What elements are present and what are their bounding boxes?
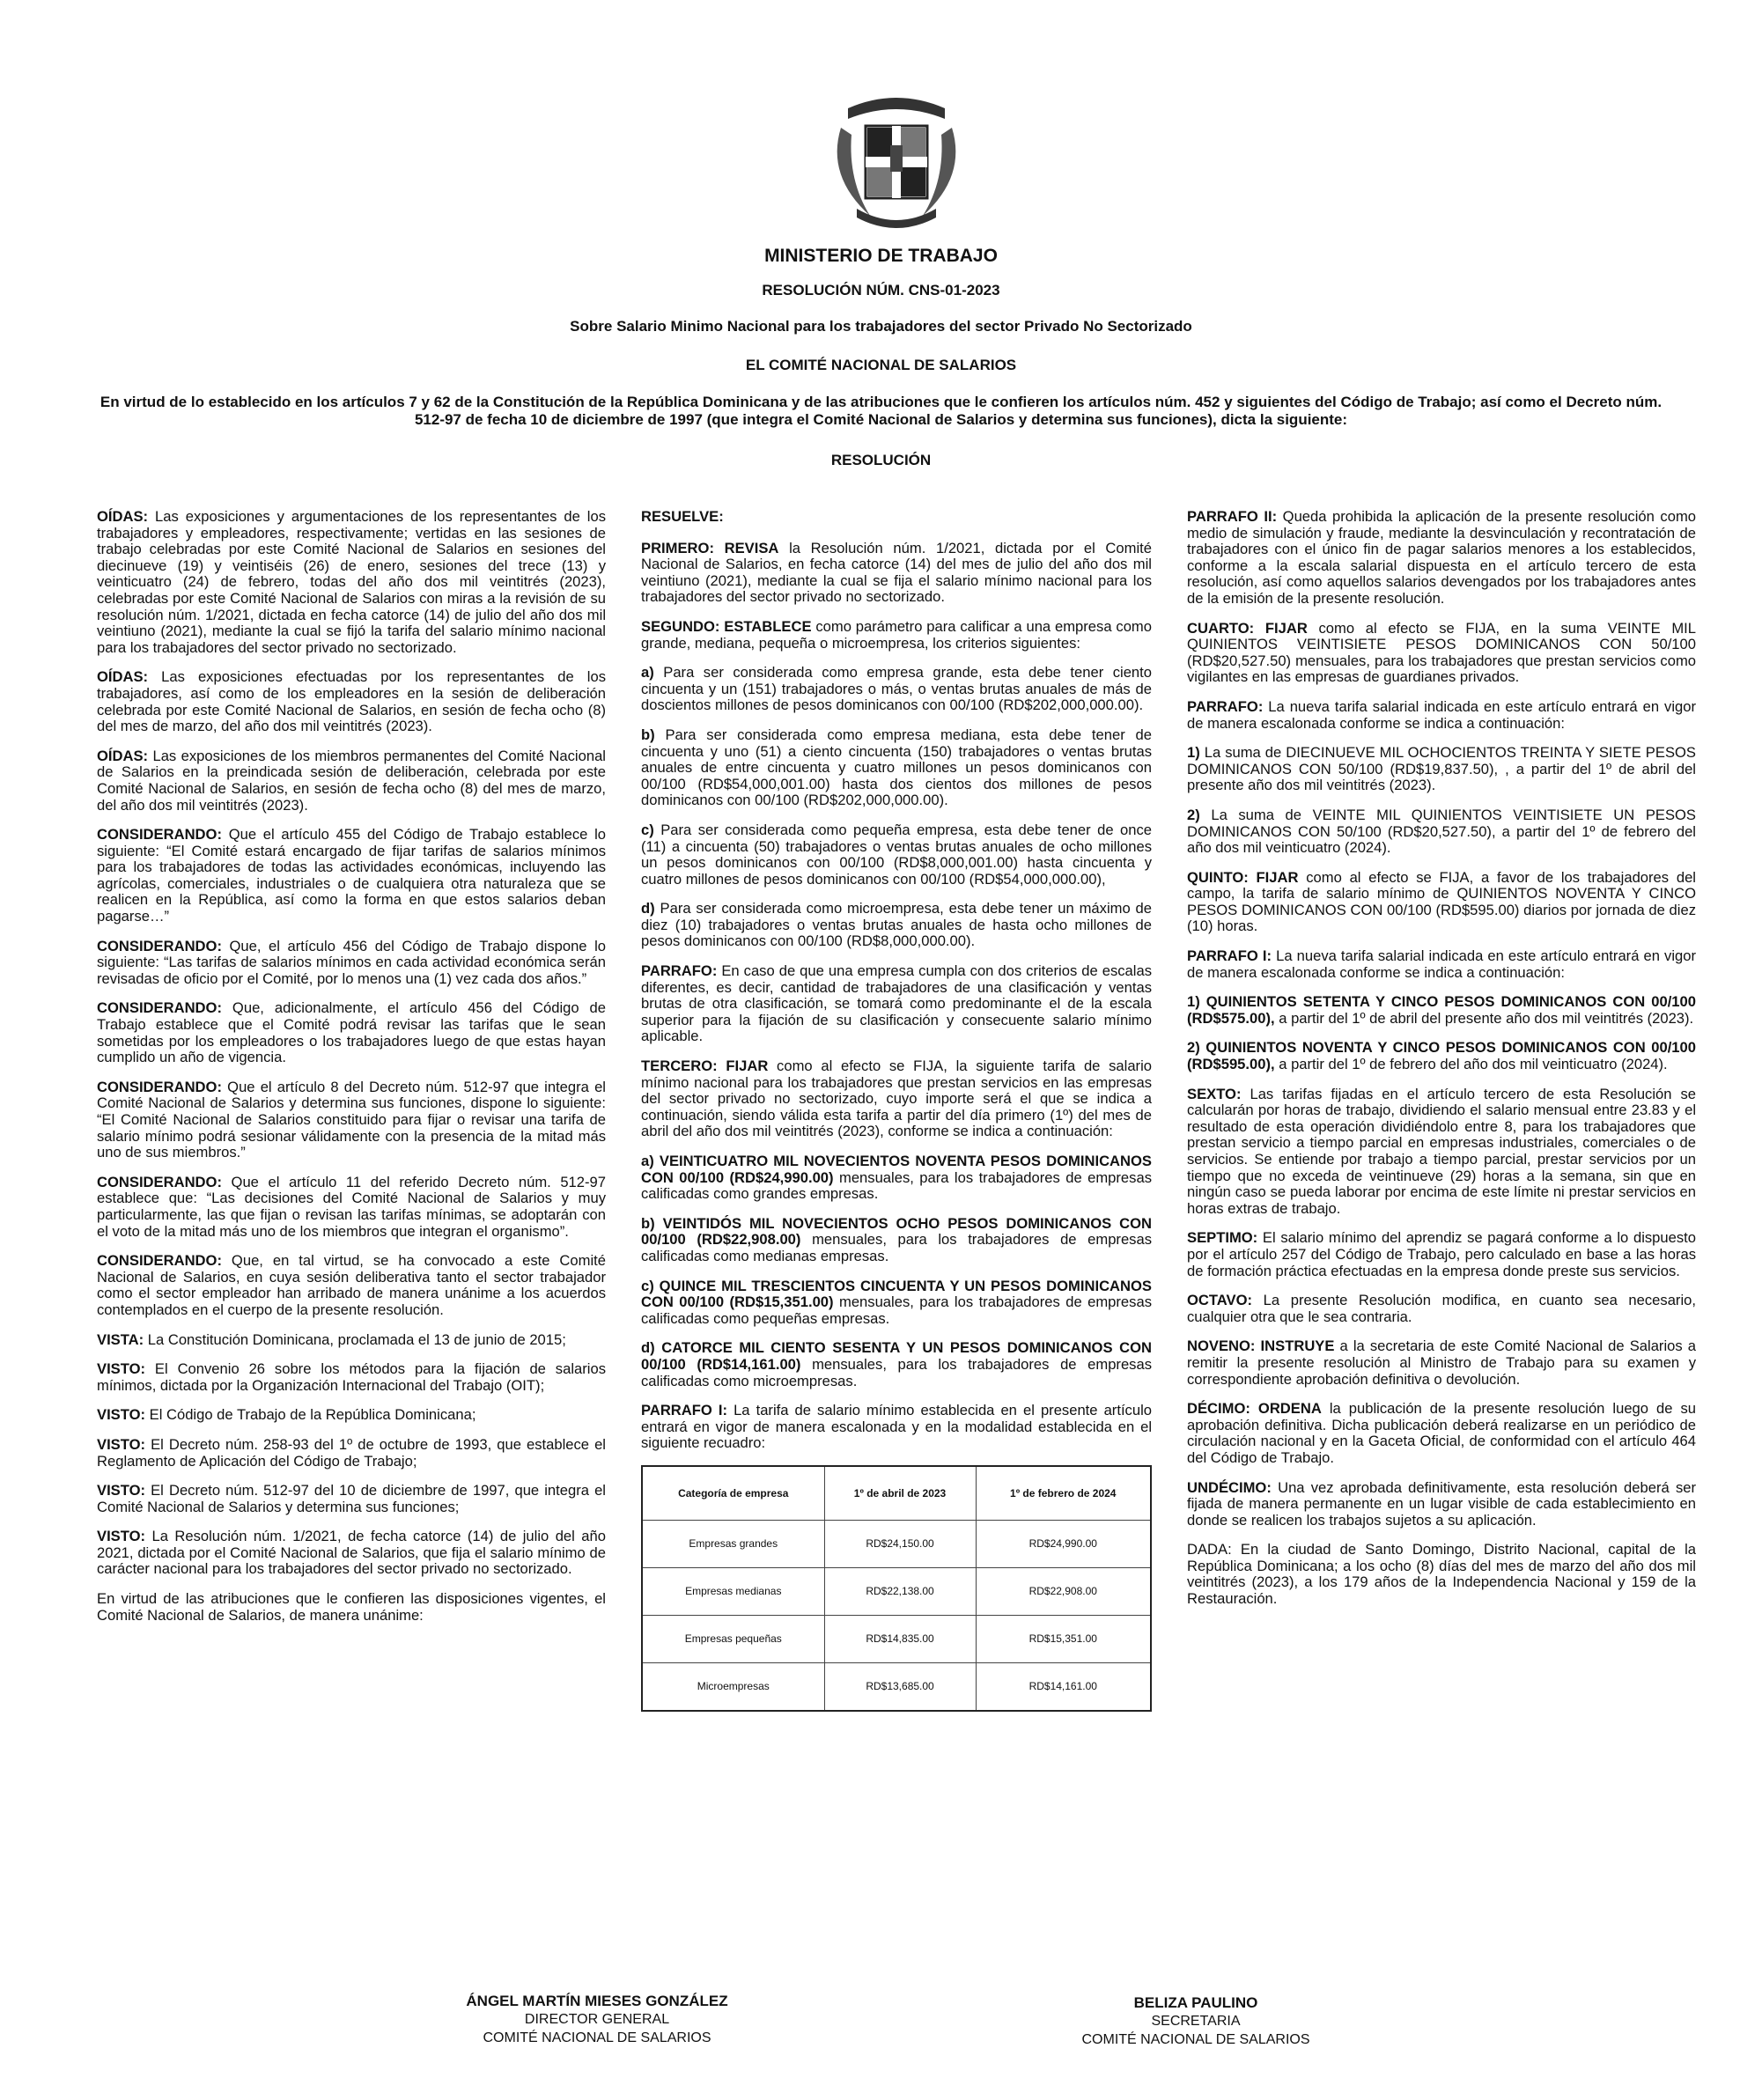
paragraph-text: como al efecto se FIJA, en la suma VEINTE MIL QUINIENTOS VEINTISIETE PESOS DOMINICANOS CON 50/100 (RD$20,527.50) mensuales, para los trabajadores que prestan servicios como vigilantes en las empresas de guardianes privados. bbox=[1187, 619, 1697, 686]
preamble: En virtud de lo establecido en los artículos 7 y 62 de la Constitución de la República Dominicana y de las atribuciones que le confieren los artículos núm. 452 y siguientes del Código de Trabajo; así como el Decreto núm. 512-97 de fecha 10 de diciembre de 1997 (que integra el Comité Nacional de Salarios y determina sus funciones), dicta la siguiente: bbox=[100, 394, 1662, 428]
paragraph-text: DADA: En la ciudad de Santo Domingo, Distrito Nacional, capital de la República Dominicana; a los ocho (8) días del mes de marzo del año dos mil veintitrés (2023), a los 179 años de la Independencia Nacional y 159 de la Restauración. bbox=[1187, 1541, 1696, 1608]
paragraph-label: OÍDAS: bbox=[97, 668, 149, 686]
paragraph bbox=[97, 1175, 606, 1240]
paragraph-label: DÉCIMO: ORDENA bbox=[1187, 1400, 1322, 1418]
signatory-organization: COMITÉ NACIONAL DE SALARIOS bbox=[1081, 2032, 1310, 2047]
paragraph-label: OCTAVO: bbox=[1187, 1292, 1253, 1309]
ministry-heading: MINISTERIO DE TRABAJO bbox=[764, 246, 998, 266]
paragraph-text: Que el artículo 8 del Decreto núm. 512-97 que integra el Comité Nacional de Salarios y determina sus funciones, dispone lo siguiente: “El Comité Nacional de Salarios constituido para fijar o revisar una tarifa de salario mínimo podrá sesionar válidamente con la presencia de la mitad más uno de sus miembros.” bbox=[97, 1078, 606, 1161]
committee-heading: EL COMITÉ NACIONAL DE SALARIOS bbox=[745, 357, 1017, 373]
paragraph bbox=[97, 748, 606, 814]
paragraph-label: 1) bbox=[1187, 744, 1200, 762]
paragraph-text: Que el artículo 11 del referido Decreto núm. 512-97 establece que: “Las decisiones del Comité Nacional de Salarios y muy particularmente, las que fijan o revisan las tarifas mínimas, se adoptarán con el voto de la mitad más uno de los miembros que integran el organismo”. bbox=[97, 1173, 606, 1240]
signatory-name: ÁNGEL MARTÍN MIESES GONZÁLEZ bbox=[466, 1993, 728, 2009]
paragraph bbox=[641, 963, 1152, 1045]
paragraph-label: PRIMERO: REVISA bbox=[641, 539, 779, 556]
paragraph bbox=[1187, 745, 1696, 794]
resuelve-heading: RESUELVE: bbox=[641, 508, 724, 525]
paragraph-label: QUINTO: FIJAR bbox=[1187, 868, 1299, 886]
column-left bbox=[97, 509, 606, 1637]
paragraph bbox=[97, 1000, 606, 1065]
signature-block-director bbox=[421, 1992, 773, 2047]
table-row bbox=[642, 1662, 1151, 1711]
paragraph bbox=[641, 1278, 1152, 1328]
paragraph-text: la publicación de la presente resolución luego de su aprobación definitiva. Dicha publicación deberá realizarse en un periódico de circulación nacional y en la Gaceta Oficial, de conformidad con el artículo 464 del Código de Trabajo. bbox=[1187, 1400, 1697, 1466]
signature-block-secretary bbox=[1020, 1993, 1372, 2049]
paragraph-text: El Código de Trabajo de la República Dominicana; bbox=[145, 1406, 476, 1424]
paragraph-label: 1) QUINIENTOS SETENTA Y CINCO PESOS DOMINICANOS CON 00/100 (RD$575.00), bbox=[1187, 993, 1696, 1027]
paragraph-label: CONSIDERANDO: bbox=[97, 1078, 222, 1095]
paragraph-text: como parámetro para calificar a una empresa como grande, mediana, pequeña o microempresa, los criterios siguientes: bbox=[641, 617, 1152, 652]
paragraph-label: SEXTO: bbox=[1187, 1085, 1242, 1102]
paragraph-label: d) CATORCE MIL CIENTO SESENTA Y UN PESOS DOMINICANOS CON 00/100 (RD$14,161.00) bbox=[641, 1339, 1152, 1373]
table-header-cell: 1º de abril de 2023 bbox=[824, 1466, 976, 1521]
paragraph bbox=[97, 1079, 606, 1161]
paragraph bbox=[641, 1340, 1152, 1389]
paragraph bbox=[1187, 1040, 1696, 1072]
table-row bbox=[642, 1520, 1151, 1567]
paragraph-label: a) bbox=[641, 664, 654, 682]
table-cell: RD$24,990.00 bbox=[976, 1520, 1151, 1567]
paragraph-label: PARRAFO II: bbox=[1187, 508, 1278, 525]
paragraph-label: CONSIDERANDO: bbox=[97, 1173, 222, 1190]
paragraph bbox=[641, 1403, 1152, 1452]
paragraph-text: como al efecto se FIJA, a favor de los trabajadores del campo, la tarifa de salario mínimo de QUINIENTOS NOVENTA Y CINCO PESOS DOMINICANOS CON 00/100 (RD$595.00) diarios por jornada de diez (10) horas. bbox=[1187, 868, 1696, 935]
paragraph bbox=[97, 669, 606, 734]
paragraph-label: NOVENO: INSTRUYE bbox=[1187, 1337, 1335, 1355]
resolution-number: RESOLUCIÓN NÚM. CNS-01-2023 bbox=[762, 282, 1000, 298]
paragraph-label: SEGUNDO: ESTABLECE bbox=[641, 617, 812, 635]
paragraph-label: VISTO: bbox=[97, 1528, 146, 1545]
paragraph-label: VISTO: bbox=[97, 1482, 146, 1499]
paragraph bbox=[641, 541, 1152, 606]
paragraph-label: CUARTO: FIJAR bbox=[1187, 619, 1308, 637]
table-cell: RD$24,150.00 bbox=[824, 1520, 976, 1567]
paragraph-label: PARRAFO: bbox=[641, 962, 718, 980]
paragraph bbox=[641, 619, 1152, 652]
paragraph bbox=[1187, 1480, 1696, 1529]
salary-schedule-table bbox=[641, 1465, 1152, 1712]
paragraph-text: mensuales, para los trabajadores de empresas calificadas como pequeñas empresas. bbox=[641, 1293, 1152, 1327]
paragraph bbox=[97, 939, 606, 988]
paragraph bbox=[97, 1361, 606, 1394]
paragraph-label: PARRAFO I: bbox=[1187, 947, 1272, 965]
table-cell: RD$22,908.00 bbox=[976, 1567, 1151, 1615]
table-header-row bbox=[642, 1466, 1151, 1521]
paragraph-label: b) VEINTIDÓS MIL NOVECIENTOS OCHO PESOS DOMINICANOS CON 00/100 (RD$22,908.00) bbox=[641, 1214, 1152, 1249]
paragraph-label: VISTO: bbox=[97, 1406, 146, 1424]
signatory-name: BELIZA PAULINO bbox=[1133, 1994, 1258, 2011]
paragraph-text: En caso de que una empresa cumpla con dos criterios de escalas diferentes, es decir, cantidad de trabajadores de una clasificación y ventas brutas de otra clasificación, se tomará como predominante el de la escala superior para la fijación de su clasificación y consecuente salario mínimo aplicable. bbox=[641, 962, 1152, 1045]
paragraph-text: Una vez aprobada definitivamente, esta resolución deberá ser fijada de manera permanente en un lugar visible de cada establecimiento en donde se realicen los trabajos sujetos a su aplicación. bbox=[1187, 1478, 1696, 1529]
table-row bbox=[642, 1567, 1151, 1615]
table-body bbox=[642, 1520, 1151, 1711]
signatory-title: DIRECTOR GENERAL bbox=[524, 2012, 670, 2027]
paragraph-text: El Decreto núm. 512-97 del 10 de diciembre de 1997, que integra el Comité Nacional de Salarios y determina sus funciones; bbox=[97, 1482, 606, 1515]
paragraph bbox=[641, 1058, 1152, 1140]
paragraph-text: El Convenio 26 sobre los métodos para la fijación de salarios mínimos, dictada por la Organización Internacional del Trabajo (OIT); bbox=[97, 1360, 606, 1394]
paragraph-text: La nueva tarifa salarial indicada en este artículo entrará en vigor de manera escalonada conforme se indica a continuación: bbox=[1187, 697, 1696, 732]
table-header-cell: Categoría de empresa bbox=[642, 1466, 824, 1521]
paragraph-label: c) bbox=[641, 821, 654, 838]
table-cell: Empresas grandes bbox=[642, 1520, 824, 1567]
table-cell: RD$22,138.00 bbox=[824, 1567, 976, 1615]
paragraph-label: PARRAFO I: bbox=[641, 1402, 728, 1419]
paragraph-text: Que, en tal virtud, se ha convocado a este Comité Nacional de Salarios, en cuya sesión deliberativa tanto el sector trabajador como el sector empleador han arribado de manera unánime a los acuerdos contemplados en el cuerpo de la presente resolución. bbox=[97, 1252, 606, 1318]
table-cell: Microempresas bbox=[642, 1662, 824, 1711]
paragraph bbox=[1187, 1293, 1696, 1325]
paragraph-text: Que, adicionalmente, el artículo 456 del Código de Trabajo establece que el Comité podrá revisar las tarifas que le sean sometidas por los empleadores o los trabajadores luego de que estas hayan cumplido un año de vigencia. bbox=[97, 999, 606, 1066]
paragraph-text: mensuales, para los trabajadores de empresas calificadas como grandes empresas. bbox=[641, 1168, 1152, 1203]
paragraph-text: Las exposiciones y argumentaciones de los representantes de los trabajadores y empleadores, respectivamente; vertidas en las sesiones de trabajo celebradas por este Comité Nacional de Salarios en sesiones del diecinueve (19) y veintiséis (26) de enero, sesiones del trece (13) y veinticuatro (24) de febrero, todas del año dos mil veintitrés (2023), celebradas por este Comité Nacional de Salarios con miras a la revisión de su resolución núm. 1/2021, dictada en fecha catorce (14) de julio del año dos mil veintiuno (2021), mediante la cual se fijó la tarifa del salario mínimo nacional para los trabajadores del sector privado no sectorizado. bbox=[97, 508, 606, 656]
paragraph bbox=[1187, 807, 1696, 857]
paragraph bbox=[97, 1483, 606, 1515]
resolution-subject: Sobre Salario Minimo Nacional para los trabajadores del sector Privado No Sectorizado bbox=[570, 318, 1192, 335]
paragraph-text: Las exposiciones de los miembros permanentes del Comité Nacional de Salarios en la preindicada sesión de deliberación, celebrada por este Comité Nacional de Salarios, en sesión de fecha ocho (8) del mes de marzo, del año dos mil veintitrés (2023). bbox=[97, 747, 606, 814]
paragraph bbox=[1187, 1087, 1696, 1218]
paragraph bbox=[1187, 699, 1696, 732]
paragraph bbox=[641, 665, 1152, 714]
paragraph-label: VISTO: bbox=[97, 1360, 146, 1378]
paragraph bbox=[97, 827, 606, 925]
table-cell: RD$14,161.00 bbox=[976, 1662, 1151, 1711]
paragraph bbox=[1187, 1230, 1696, 1279]
signatory-title: SECRETARIA bbox=[1151, 2014, 1241, 2029]
column-middle bbox=[641, 509, 1152, 1712]
paragraph-text: El Decreto núm. 258-93 del 1º de octubre de 1993, que establece el Reglamento de Aplicación del Código de Trabajo; bbox=[97, 1435, 606, 1470]
paragraph bbox=[1187, 1338, 1696, 1388]
table-cell: RD$15,351.00 bbox=[976, 1615, 1151, 1662]
table-header-cell: 1º de febrero de 2024 bbox=[976, 1466, 1151, 1521]
paragraph-label: CONSIDERANDO: bbox=[97, 826, 222, 844]
paragraph-label: TERCERO: FIJAR bbox=[641, 1057, 769, 1075]
paragraph-text: Para ser considerada como microempresa, esta debe tener un máximo de diez (10) trabajadores o ventas brutas anuales de hasta ocho millones de pesos dominicanos con 00/100 (RD$8,000,000.00). bbox=[641, 900, 1152, 950]
paragraph-label: PARRAFO: bbox=[1187, 697, 1264, 715]
paragraph-text: La suma de DIECINUEVE MIL OCHOCIENTOS TREINTA Y SIETE PESOS DOMINICANOS CON 50/100 (RD$19,837.50), , a partir del 1º de abril del presente año dos mil veintitrés (2023). bbox=[1187, 744, 1696, 794]
paragraph-text: La tarifa de salario mínimo establecida en el presente artículo entrará en vigor de manera escalonada y en la modalidad establecida en el siguiente recuadro: bbox=[641, 1402, 1152, 1452]
paragraph-text: En virtud de las atribuciones que le confieren las disposiciones vigentes, el Comité Nacional de Salarios, de manera unánime: bbox=[97, 1590, 606, 1624]
paragraph-text: Queda prohibida la aplicación de la presente resolución como medio de simulación y fraude, mediante la desvinculación y recontratación de trabajadores con el único fin de pagar salarios menores a los establecidos, conforme a la escala salarial dispuesta en el artículo tercero de esta resolución, así como aquellos salarios devengados por los trabajadores antes de la emisión de la presente resolución. bbox=[1187, 508, 1696, 607]
paragraph-text: Las tarifas fijadas en el artículo tercero de esta Resolución se calcularán por horas de trabajo, dividiendo el salario mensual entre 23.83 y el resultado de esta operación dividiéndolo entre 8, para los trabajadores que prestan servicio a tiempo parcial en empresas industriales, comerciales o de servicios. Se entiende por trabajo a tiempo parcial, prestar servicios por un tiempo que no exceda de veintinueve (29) horas a la semana, sin que en ningún caso se pueda laborar por encima de este límite ni prestar servicios en horas extras de trabajo. bbox=[1187, 1085, 1696, 1217]
table-cell: Empresas pequeñas bbox=[642, 1615, 824, 1662]
paragraph-label: c) QUINCE MIL TRESCIENTOS CINCUENTA Y UN PESOS DOMINICANOS CON 00/100 (RD$15,351.00) bbox=[641, 1277, 1152, 1311]
paragraph-text: mensuales, para los trabajadores de empresas calificadas como medianas empresas. bbox=[641, 1231, 1152, 1264]
resolution-title: RESOLUCIÓN bbox=[830, 452, 932, 468]
signatory-organization: COMITÉ NACIONAL DE SALARIOS bbox=[483, 2030, 711, 2045]
paragraph-text: a partir del 1º de abril del presente año dos mil veintitrés (2023). bbox=[1274, 1009, 1694, 1027]
paragraph bbox=[641, 822, 1152, 888]
paragraph bbox=[97, 509, 606, 656]
paragraph bbox=[1187, 509, 1696, 608]
paragraph-text: Que el artículo 455 del Código de Trabajo establece lo siguiente: “El Comité estará encargado de fijar tarifas de salarios mínimos para los trabajadores de todas las actividades económicas, incluyendo las agrícolas, comerciales, industriales o de cualquiera otra naturaleza que se realicen en la República, así como la forma en que estos salarios deban pagarse…” bbox=[97, 826, 606, 925]
paragraph-text: Las exposiciones efectuadas por los representantes de los trabajadores, así como de los empleadores en la sesión de deliberación celebrada por este Comité Nacional de Salarios, en sesión de fecha ocho (8) del mes de marzo, del año dos mil veintitrés (2023). bbox=[97, 668, 606, 735]
paragraph-text: Para ser considerada como empresa grande, esta debe tener ciento cincuenta y un (151) trabajadores o más, o ventas brutas anuales de más de doscientos millones de pesos dominicanos con 00/100 (RD$202,000,000.00). bbox=[641, 664, 1152, 714]
paragraph-label: CONSIDERANDO: bbox=[97, 999, 222, 1017]
paragraph-label: UNDÉCIMO: bbox=[1187, 1478, 1272, 1496]
coat-of-arms-seal bbox=[822, 92, 971, 233]
paragraph bbox=[1187, 1401, 1696, 1466]
paragraph-text: El salario mínimo del aprendiz se pagará conforme a lo dispuesto por el artículo 257 del Código de Trabajo, pero calculado en base a las horas de formación práctica efectuadas en la empresa donde preste sus servicios. bbox=[1187, 1229, 1696, 1279]
paragraph bbox=[97, 1332, 606, 1349]
paragraph-label: a) VEINTICUATRO MIL NOVECIENTOS NOVENTA PESOS DOMINICANOS CON 00/100 (RD$24,990.00) bbox=[641, 1153, 1152, 1186]
paragraph-text: a partir del 1º de febrero del año dos mil veinticuatro (2024). bbox=[1274, 1056, 1668, 1073]
column-right bbox=[1187, 509, 1696, 1621]
paragraph bbox=[1187, 1542, 1696, 1607]
paragraph-text: Para ser considerada como pequeña empresa, esta debe tener de once (11) a cincuenta (50) trabajadores o ventas brutas anuales de ocho millones un pesos dominicanos con 00/100 (RD$8,000,001.00) hasta cincuenta y cuatro millones de pesos dominicanos con 00/100 (RD$54,000,000.00), bbox=[641, 821, 1152, 888]
paragraph-text: la Resolución núm. 1/2021, dictada por el Comité Nacional de Salarios, en fecha catorce (14) del mes de julio del año dos mil veintiuno (2021), mediante la cual se fija el salario mínimo nacional para los trabajadores del sector privado no sectorizado. bbox=[641, 539, 1152, 606]
paragraph-text: La Resolución núm. 1/2021, de fecha catorce (14) de julio del año 2021, dictada por el Comité Nacional de Salarios, que fija el salario mínimo de carácter nacional para los trabajadores del sector privado no sectorizado. bbox=[97, 1528, 606, 1578]
paragraph bbox=[1187, 621, 1696, 686]
paragraph-label: OÍDAS: bbox=[97, 508, 149, 525]
paragraph bbox=[97, 1591, 606, 1624]
paragraph-label: 2) bbox=[1187, 806, 1200, 823]
paragraph bbox=[1187, 870, 1696, 935]
paragraph-text: La presente Resolución modifica, en cuanto sea necesario, cualquier otra que le sea contraria. bbox=[1187, 1292, 1696, 1325]
paragraph bbox=[641, 1153, 1152, 1203]
middle-paragraphs bbox=[641, 541, 1152, 1452]
paragraph-text: a la secretaria de este Comité Nacional de Salarios a remitir la presente resolución al Ministro de Trabajo para su examen y correspondiente aprobación definitiva o devolución. bbox=[1187, 1337, 1696, 1388]
paragraph-text: La Constitución Dominicana, proclamada el 13 de junio de 2015; bbox=[144, 1330, 566, 1348]
paragraph-label: SEPTIMO: bbox=[1187, 1229, 1258, 1247]
paragraph-label: OÍDAS: bbox=[97, 747, 149, 764]
paragraph-text: Para ser considerada como empresa mediana, esta debe tener de cincuenta y uno (51) a ciento cincuenta (150) trabajadores o ventas brutas anuales de entre cincuenta y cuatro millones un pesos dominicanos con 00/100 (RD$54,000,001.00) hasta dos cientos dos millones de pesos dominicanos con 00/100 (RD$202,000,000.00). bbox=[641, 726, 1152, 809]
paragraph-text: La suma de VEINTE MIL QUINIENTOS VEINTISIETE UN PESOS DOMINICANOS CON 50/100 (RD$20,527.50), a partir del 1º de febrero del año dos mil veinticuatro (2024). bbox=[1187, 806, 1696, 857]
paragraph-text: Que, el artículo 456 del Código de Trabajo dispone lo siguiente: “Las tarifas de salarios mínimos en cada actividad económica serán revisadas de oficio por el Comité, por lo menos una (1) vez cada dos años.” bbox=[97, 937, 606, 987]
paragraph-label: VISTA: bbox=[97, 1330, 144, 1348]
paragraph-label: CONSIDERANDO: bbox=[97, 937, 222, 954]
table-cell: Empresas medianas bbox=[642, 1567, 824, 1615]
paragraph bbox=[97, 1253, 606, 1318]
paragraph-text: mensuales, para los trabajadores de empresas calificadas como microempresas. bbox=[641, 1355, 1152, 1389]
table-row bbox=[642, 1615, 1151, 1662]
paragraph-label: 2) QUINIENTOS NOVENTA Y CINCO PESOS DOMINICANOS CON 00/100 (RD$595.00), bbox=[1187, 1039, 1696, 1073]
table-cell: RD$14,835.00 bbox=[824, 1615, 976, 1662]
paragraph bbox=[1187, 994, 1696, 1027]
paragraph-label: VISTO: bbox=[97, 1435, 146, 1453]
paragraph bbox=[97, 1407, 606, 1424]
paragraph bbox=[641, 727, 1152, 809]
paragraph-text: como al efecto se FIJA, la siguiente tarifa de salario mínimo nacional para los trabajadores que prestan servicios en las empresas del sector privado no sectorizado, cuyo importe será el que se indica a continuación, siendo válida esta tarifa a partir del día primero (1º) del mes de abril del año dos mil veintitrés (2023), conforme se indica a continuación: bbox=[641, 1057, 1152, 1140]
table-cell: RD$13,685.00 bbox=[824, 1662, 976, 1711]
paragraph-label: d) bbox=[641, 900, 655, 917]
paragraph-text: La nueva tarifa salarial indicada en este artículo entrará en vigor de manera escalonada conforme se indica a continuación: bbox=[1187, 947, 1696, 981]
paragraph bbox=[1187, 948, 1696, 981]
paragraph bbox=[641, 901, 1152, 950]
paragraph-label: b) bbox=[641, 726, 655, 743]
paragraph bbox=[641, 1216, 1152, 1265]
paragraph-label: CONSIDERANDO: bbox=[97, 1252, 222, 1270]
paragraph bbox=[97, 1437, 606, 1470]
paragraph bbox=[97, 1529, 606, 1578]
